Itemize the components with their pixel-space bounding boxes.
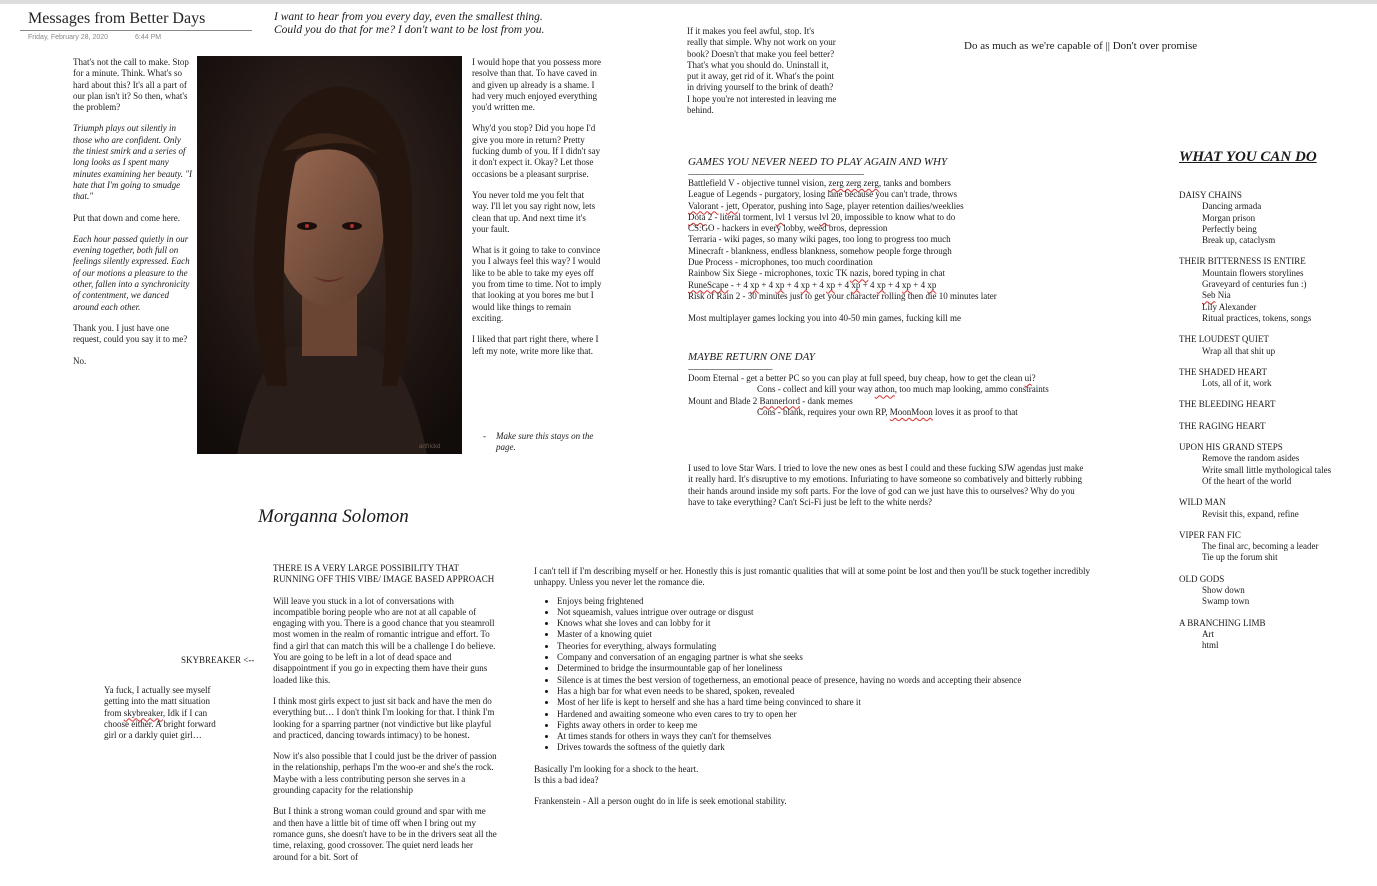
page-time: 6:44 PM [135,34,162,41]
idea-group-title: A BRANCHING LIMB [1179,617,1266,628]
idea-item: Remove the random asides [1202,453,1300,464]
skybreaker-label: SKYBREAKER <-- [181,655,255,665]
idea-item: Perfectly being [1202,223,1257,234]
star-wars-text: I used to love Star Wars. I tried to love the new ones as best I could and these fucking SJW agendas just make it really hard. It's disruptive to my emotions. Infuriating to have someone so combatively and bitterly rubbing their hands around inside my soft parts. For the love of god can we just have this to ourselves? Why do you have to take everything? Can't Sci-Fi just be left to the white nerds? [688,463,1084,507]
quality-item: • Has a high bar for what even needs to be shared, spoken, revealed [557,686,1094,697]
text-segment: Terraria - wiki pages, so many wiki pages, too long to progress too much [688,234,951,245]
top-quote [274,11,574,37]
text-segment: + 4 [809,279,827,290]
frankenstein-line: Frankenstein - All a person ought do in life is seek emotional stability. [534,796,787,807]
portrait-image [197,56,462,454]
misspelled-word: athon [874,384,895,395]
idea-item: Mountain flowers storylines [1202,267,1304,278]
text-segment: - dank memes [800,395,853,406]
text-segment: + 4 [759,279,776,290]
bottom-left-paragraph: But I think a strong woman could ground and spar with me and then have a little bit of time off when I bring out my romance guns, she doesn't have to be in the drivers seat all the time, relaxing, good crossover. The quiet nerd leads her around for a bit. Sort of [273,806,497,862]
idea-item: Dancing armada [1202,201,1262,212]
idea-group [1179,256,1369,324]
game-item [688,189,1108,200]
text-segment: loves it as proof to that [932,406,1018,417]
idea-item: Break up, cataclysm [1202,235,1276,246]
idea-group [1179,618,1369,652]
idea-item: Lots, all of it, work [1202,378,1272,389]
left-paragraph: Triumph plays out silently in those who are confident. Only the tiniest smirk and a series of long looks as I spent many minutes examining her beauty. "I hate that I'm going to smudge that." [73,123,193,202]
idea-item: The final arc, becoming a leader [1202,541,1319,552]
misspelled-word: Dota [688,211,706,222]
closing-line: Basically I'm looking for a shock to the heart. [534,763,699,774]
bottom-mid-intro: I can't tell if I'm describing myself or her. Honestly this is just romantic qualities that will at some point be lost and then you'll be stuck together incredibly unhappy. Unless you never let the romance die. [534,566,1091,588]
text-segment: , tanks and bombers [878,178,951,188]
idea-item: Wrap all that shit up [1202,345,1276,356]
quality-item: • Master of a knowing quiet [557,629,1094,640]
idea-item: Ritual practices, tokens, songs [1202,312,1312,323]
bottom-left-paragraph: Now it's also possible that I could just be the driver of passion in the relationship, perhaps I'm the woo-er and she's the rock. Maybe with a less contributing person she serves in a grounding capacity for the relationship [273,751,497,796]
bottom-left-heading: THERE IS A VERY LARGE POSSIBILITY THAT RUNNING OFF THIS VIBE/ IMAGE BASED APPROACH [273,563,495,585]
idea-item: Of the heart of the world [1202,475,1292,486]
misspelled-word: xp [851,279,861,290]
text-segment: Minecraft - blankness, endless blankness, somehow people forge through [688,245,952,256]
game-item [688,234,1108,245]
quality-item: • Most of her life is kept to herself and she has a hard time being convinced to share it [557,697,1094,708]
idea-group [1179,530,1369,564]
left-column [73,57,193,377]
text-segment: + 4 [860,279,877,290]
games-list [688,178,1108,302]
misspelled-word: xp [826,279,836,290]
idea-group [1179,497,1369,520]
maybe-section [688,351,1108,418]
quality-item: • Determined to bridge the insurmountable gap of her loneliness [557,663,1094,674]
portrait-signature: artfrickd [419,444,441,450]
text-segment: , too much map looking, ammo constraints [894,384,1049,395]
quality-item: • Theories for everything, always formulating [557,641,1094,652]
maybe-cons [688,407,1108,418]
text-segment: , Idk if I can choose either. A bright forward girl or a darkly quiet girl… [104,707,216,741]
games-title: GAMES YOU NEVER NEED TO PLAY AGAIN AND WHY [688,156,948,168]
maybe-list [688,373,1108,418]
idea-item: Write small little mythological tales [1202,464,1332,475]
idea-group-title: DAISY CHAINS [1179,190,1242,200]
misspelled-word: MoonMoon [889,406,933,417]
closing-line: Is this a bad idea? [534,775,599,786]
text-segment: Mount and Blade 2 [688,395,760,406]
bottom-mid-text [534,566,1094,808]
idea-group [1179,574,1369,608]
idea-group-title: VIPER FAN FIC [1179,529,1241,540]
text-segment: , bored typing in chat [868,268,946,279]
text-segment: + 4 [885,279,903,290]
quality-item: • Not squeamish, values intrigue over outrage or disgust [557,607,1094,618]
maybe-item [688,396,1108,407]
maybe-divider: ---------------------------------------------- [688,366,773,373]
idea-group-title: THEIR BITTERNESS IS ENTIRE [1179,256,1306,267]
idea-item: Morgan prison [1202,212,1256,223]
idea-item: Art [1202,628,1214,639]
text-segment: 20, impossible to know what to do [828,211,956,222]
center-paragraph: I liked that part right there, where I left my note, write more like that. [472,334,599,356]
idea-group-title: WILD MAN [1179,497,1226,508]
center-note: - Make sure this stays on the page. [483,431,603,454]
quality-item: • Enjoys being frightened [557,596,1094,607]
text-segment: - + 4 [728,279,751,290]
quality-item: • Silence is at times the best version of togetherness, an emotional peace of presence, having no words and accepting their absence [557,675,1094,686]
what-you-can-do-title: WHAT YOU CAN DO [1179,149,1317,165]
idea-group-title: THE SHADED HEART [1179,366,1267,377]
text-segment: + 4 [784,279,801,290]
left-paragraph: Thank you. I just have one request, could you say it to me? [73,322,188,345]
misspelled-word: Valorant [688,200,719,211]
idea-item: html [1202,640,1219,651]
center-paragraph: I would hope that you possess more resolve than that. To have caved in and given up already is a shame. I had very much enjoyed everything you'd written me. [472,57,601,113]
page-date: Friday, February 28, 2020 [28,34,109,41]
text-segment: Ya fuck, I actually see myself getting into the matt situation from [104,685,211,718]
left-paragraph: That's not the call to make. Stop for a minute. Think. What's so hard about this? It's all a part of our plan isn't it? So then, what's the problem? [73,57,189,113]
quality-item: • Fights away others in order to keep me [557,720,1094,731]
text-segment: Doom Eternal - get a better PC so you can play at full speed, buy cheap, how to get the clean [688,373,1025,383]
idea-item: Lily Alexander [1202,301,1257,312]
misspelled-word: zerg zerg zerg [828,178,879,188]
quality-item: • At times stands for others in ways they can't for themselves [557,731,1094,742]
idea-group [1179,421,1369,432]
misspelled-word: xp [876,279,886,290]
idea-group [1179,190,1369,246]
left-paragraph: Each hour passed quietly in our evening together, both full on feelings silently expressed. Each of our motions a pleasure to the other, fallen into a synchronicity of contentment, we danced around each other. [73,233,190,312]
text-segment: - [718,200,726,211]
top-quote-line: I want to hear from you every day, even the smallest thing. [274,11,543,23]
what-you-can-do-list [1179,190,1369,662]
quality-item: • Knows what she loves and can lobby for it [557,618,1094,629]
idea-item: Show down [1202,585,1245,596]
game-item [688,212,1108,223]
center-paragraph: What is it going to take to convince you I always feel this way? I would like to be able to take my eyes off you from time to time. Not to imply that looking at you bores me but I would like things to remain exciting. [472,245,602,323]
text-segment: Cons - collect and kill your way [757,384,875,395]
text-segment: 2 - literal torment, [705,211,776,222]
games-section [688,156,1108,325]
text-segment: League of Legends - purgatory, losing lane because you can't trade, throws [688,189,958,200]
maybe-title: MAYBE RETURN ONE DAY [688,351,815,363]
misspelled-word: Bannerlord [759,395,800,406]
idea-group-title: UPON HIS GRAND STEPS [1179,442,1283,453]
misspelled-word: RuneScape [688,279,729,290]
game-item [688,223,1108,234]
quality-item: • Company and conversation of an engaging partner is what she seeks [557,652,1094,663]
idea-group-title: OLD GODS [1179,573,1225,584]
text-segment: Due Process - microphones, too much coordination [688,257,873,268]
misspelled-word: lvl [819,211,829,222]
idea-item: Seb Nia [1202,290,1231,301]
portrait-caption: Morganna Solomon [258,506,409,527]
qualities-list [534,596,1094,754]
bottom-left-paragraph: Will leave you stuck in a lot of conversations with incompatible boring people who are not at all capable of engaging with you. There is a good chance that you steamroll most women in the realm of romantic intrigue and effort. To find a girl that can match this will be a challenge I do believe. You are going to be left in a lot of dead space and disappointment if you go in expecting them have their guns loaded like this. [273,595,496,685]
misspelled-word: xp [750,279,760,290]
top-quote-line: Could you do that for me? I don't want to be lost from you. [274,24,545,36]
misspelled-word: xp [800,279,810,290]
bottom-left-text [273,563,498,873]
game-item [688,268,1108,279]
misspelled-word: xp [902,279,912,290]
left-paragraph: No. [73,355,87,366]
text-segment: Rainbow Six Siege - microphones, toxic TK [688,268,850,279]
game-item [688,257,1108,268]
top-border [0,0,1377,4]
games-footer: Most multiplayer games locking you into 40-50 min games, fucking kill me [688,313,961,324]
game-item [688,201,1108,212]
misspelled-word: nazis [849,268,869,279]
text-segment: + 4 [911,279,928,290]
game-item [688,280,1108,291]
idea-item: Revisit this, expand, refine [1202,508,1299,519]
idea-group-title: THE LOUDEST QUIET [1179,334,1269,345]
text-segment: ? [1031,373,1036,383]
text-segment: + 4 [835,279,852,290]
misspelled-word: xp [927,279,937,290]
misspelled-word: jett [726,200,738,211]
idea-group-title: THE RAGING HEART [1179,420,1266,431]
maybe-cons [688,384,1108,395]
idea-item: Swamp town [1202,596,1250,607]
games-divider: ------------------------------------------------------------------------------------------------ [688,171,864,178]
game-item [688,178,1108,189]
idea-group [1179,442,1369,487]
text-segment: , Operator, pushing into Sage, player retention dailies/weeklies [737,200,964,211]
idea-group [1179,399,1369,410]
skybreaker-note [104,685,226,741]
idea-item: Graveyard of centuries fun :) [1202,279,1307,290]
center-note-text: Make sure this stays on the page. [496,431,594,453]
maybe-item [688,373,1108,384]
text-segment: CS:GO - hackers in every lobby, weed bros, depression [688,223,888,234]
misspelled-word: lvl [775,211,785,222]
left-paragraph: Put that down and come here. [73,212,180,223]
center-paragraph: You never told me you felt that way. I'll let you say right now, lets clean that up. And next time it's your fault. [472,189,596,234]
quality-item: • Drives towards the softness of the quietly dark [557,742,1094,753]
page-title: Messages from Better Days [28,10,206,27]
right-top-text: If it makes you feel awful, stop. It's really that simple. Why not work on your book? Doesn't that make you feel better? That's what you should do. Uninstall it, put it away, get rid of it. What's the point in driving yourself to the brink of death? I hope you're not interested in leaving me behind. [687,26,837,116]
idea-group [1179,367,1369,390]
misspelled-word: xp [775,279,785,290]
game-item [688,291,1108,302]
bottom-left-paragraph: I think most girls expect to just sit back and have the men do everything but… I don't think I'm looking for that. I think I'm looking for a sparring partner (not vindictive but like playful and practiced, dancing towards intimacy) to be honest. [273,695,495,740]
idea-group-title: THE BLEEDING HEART [1179,399,1276,410]
idea-item: Tie up the forum shit [1202,552,1278,563]
idea-group [1179,334,1369,357]
quality-item: • Hardened and awaiting someone who even cares to try to open her [557,709,1094,720]
misspelled-word: skybreaker [123,707,163,718]
game-item [688,246,1108,257]
text-segment: Cons - blank, requires your own RP, [757,406,890,417]
text-segment: 1 versus [785,211,820,222]
text-segment: Battlefield V - objective tunnel vision, [688,178,829,188]
center-column [472,57,602,367]
motto-line: Do as much as we're capable of || Don't over promise [964,40,1198,52]
misspelled-word: ui [1024,373,1032,383]
text-segment: Risk of Rain 2 - 30 minutes just to get your character rolling then die 10 minutes later [688,290,997,301]
title-underline [20,30,252,31]
center-paragraph: Why'd you stop? Did you hope I'd give you more in return? Pretty fucking dumb of you. If I didn't say it don't expect it. Okay? Let those occasions be a pleasant surprise. [472,123,601,179]
